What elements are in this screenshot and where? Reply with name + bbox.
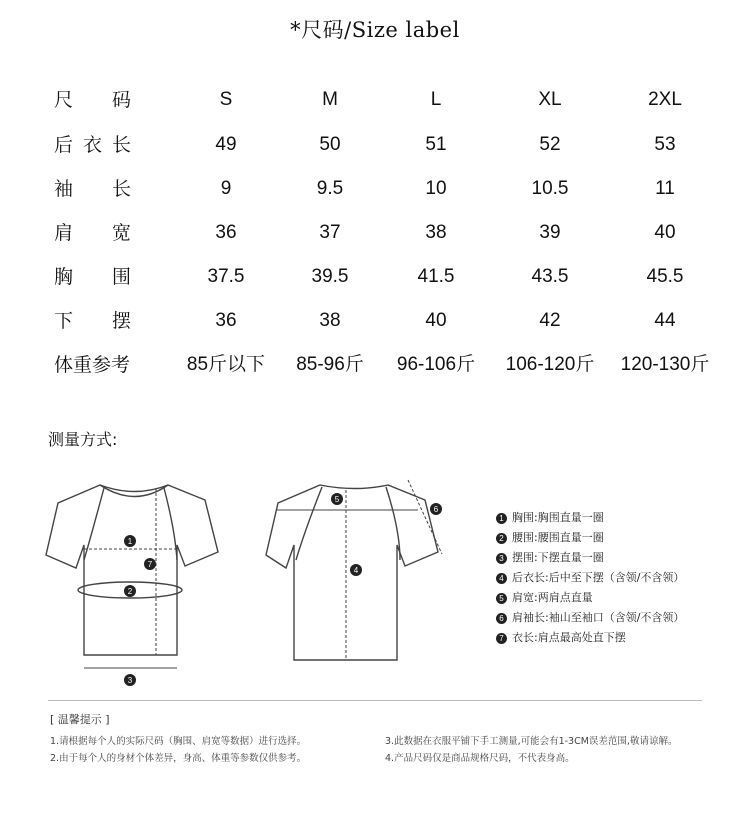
table-cell: 10.5: [531, 178, 569, 199]
tip-2: 2.由于每个人的身材个体差异，身高、体重等参数仅供参考。: [50, 753, 307, 764]
table-cell: 51: [425, 134, 447, 155]
legend-number: 5: [496, 593, 507, 604]
table-cell: 41.5: [417, 266, 455, 287]
marker-7: 7: [147, 560, 153, 569]
table-cell: 49: [215, 134, 237, 155]
legend-text: 摆围:下摆直量一圈: [512, 551, 604, 564]
legend-text: 衣长:肩点最高处直下摆: [512, 631, 626, 644]
table-cell: 52: [539, 134, 561, 155]
table-cell: 37.5: [207, 266, 245, 287]
table-cell: 9: [220, 178, 232, 199]
table-cell: 42: [539, 310, 561, 331]
header-label: 尺 码: [54, 89, 131, 111]
marker-5: 5: [334, 495, 340, 504]
legend-text: 肩宽:两肩点直量: [512, 591, 593, 604]
row-label: 下 摆: [54, 310, 131, 332]
marker-2: 2: [127, 587, 133, 596]
back-raglan-left: [296, 487, 322, 560]
legend-item: [496, 508, 684, 528]
measure-heading: 测量方式:: [48, 430, 118, 449]
legend-item: [496, 608, 684, 628]
divider: [48, 700, 702, 701]
table-cell: 39: [539, 222, 561, 243]
size-2xl-header: 2XL: [648, 89, 682, 110]
marker-4: 4: [353, 566, 359, 575]
size-l-header: L: [430, 89, 442, 110]
measurement-legend: [496, 508, 684, 648]
row-label: 体重参考: [54, 354, 131, 376]
table-cell: 36: [215, 222, 237, 243]
table-cell: 85斤以下: [186, 354, 266, 375]
legend-item: [496, 528, 684, 548]
table-cell: 44: [654, 310, 676, 331]
row-label: 胸 围: [54, 266, 131, 288]
table-row: [0, 345, 750, 385]
row-label: 袖 长: [54, 178, 131, 200]
tip-1: 1.请根据每个人的实际尺码（胸围、肩宽等数据）进行选择。: [50, 736, 307, 747]
table-cell: 10: [425, 178, 447, 199]
table-cell: 39.5: [311, 266, 349, 287]
tips-title: [ 温馨提示 ]: [50, 713, 110, 726]
legend-item: [496, 568, 684, 588]
legend-text: 胸围:胸围直量一圈: [512, 511, 604, 524]
table-row: [0, 257, 750, 297]
front-shirt-diagram: [40, 470, 240, 690]
table-cell: 11: [655, 178, 675, 199]
size-m-header: M: [322, 89, 338, 110]
table-cell: 120-130斤: [620, 354, 710, 375]
front-shirt-outline: [46, 485, 218, 655]
table-header-row: [0, 80, 750, 120]
table-cell: 96-106斤: [396, 354, 476, 375]
legend-item: [496, 588, 684, 608]
table-cell: 38: [425, 222, 447, 243]
marker-1: 1: [127, 537, 133, 546]
legend-item: [496, 548, 684, 568]
tip-4: 4.产品尺码仅是商品规格尺码，不代表身高。: [385, 753, 575, 764]
size-xl-header: XL: [538, 89, 562, 110]
marker-3: 3: [127, 676, 133, 685]
table-cell: 9.5: [316, 178, 344, 199]
table-cell: 85-96斤: [296, 354, 364, 375]
row-label: 肩 宽: [54, 222, 131, 244]
table-cell: 37: [319, 222, 341, 243]
tip-3: 3.此数据在衣服平铺下手工测量,可能会有1-3CM误差范围,敬请谅解。: [385, 736, 678, 747]
legend-number: 6: [496, 613, 507, 624]
legend-number: 3: [496, 553, 507, 564]
table-row: [0, 169, 750, 209]
row-label: 后 衣 长: [54, 134, 131, 156]
table-cell: 40: [425, 310, 447, 331]
legend-number: 4: [496, 573, 507, 584]
legend-item: [496, 628, 684, 648]
marker-6: 6: [433, 505, 439, 514]
table-row: [0, 301, 750, 341]
front-neckline: [100, 485, 168, 497]
table-cell: 106-120斤: [505, 354, 595, 375]
table-cell: 50: [319, 134, 341, 155]
page-title: *尺码/Size label: [290, 18, 460, 42]
table-cell: 53: [654, 134, 676, 155]
back-shirt-diagram: [260, 470, 460, 670]
legend-text: 后衣长:后中至下摆（含领/不含领）: [512, 571, 685, 584]
table-cell: 40: [654, 222, 676, 243]
table-cell: 38: [319, 310, 341, 331]
sleeve-line: [408, 480, 442, 554]
table-cell: 43.5: [531, 266, 569, 287]
legend-number: 2: [496, 533, 507, 544]
table-cell: 36: [215, 310, 237, 331]
size-s-header: S: [219, 89, 233, 110]
legend-text: 腰围:腰围直量一圈: [512, 531, 604, 544]
table-row: [0, 213, 750, 253]
legend-number: 7: [496, 633, 507, 644]
table-cell: 45.5: [646, 266, 684, 287]
legend-number: 1: [496, 513, 507, 524]
legend-text: 肩袖长:袖山至袖口（含领/不含领）: [512, 611, 685, 624]
table-row: [0, 125, 750, 165]
